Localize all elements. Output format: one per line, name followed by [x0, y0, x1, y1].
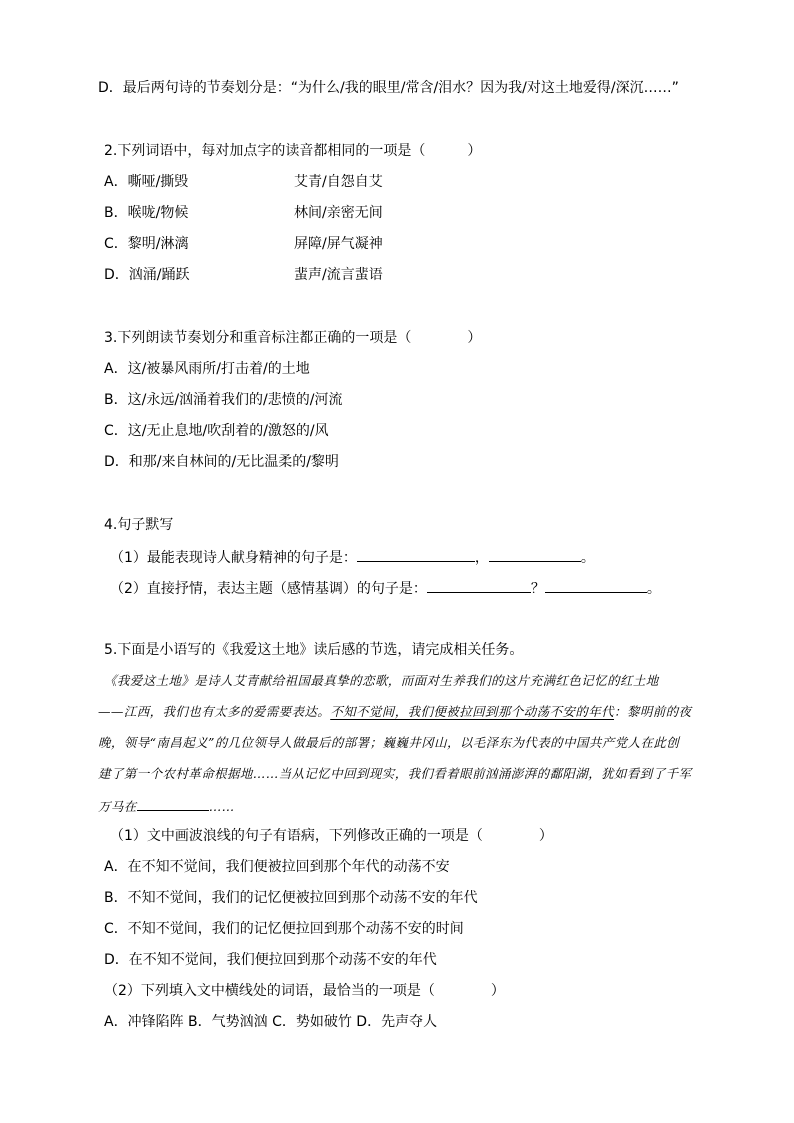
q5-passage-line-1: 《我爱这土地》是诗人艾青献给祖国最真挚的恋歌，而面对生养我们的这片充满红色记忆的红土地: [104, 673, 659, 688]
q4-item2-period: 。: [646, 581, 661, 597]
q5-stem: 5.下面是小语写的《我爱这土地》读后感的节选，请完成相关任务。: [104, 642, 524, 658]
q4-item2-blank-2[interactable]: [545, 578, 647, 593]
q1-option-d: D．最后两句诗的节奏划分是：“为什么/我的眼里/常含/泪水？因为我/对这土地爱得/深沉……”: [98, 80, 679, 96]
q5-passage-l2-c: ：黎明前的夜: [614, 704, 692, 719]
q5-passage-l2-a: ——江西，我们也有太多的爱需要表达。: [98, 704, 331, 719]
q4-item2-prefix: （2）直接抒情，表达主题（感情基调）的句子是：: [110, 581, 427, 597]
q5-passage-line-2: [98, 703, 691, 721]
q2-option-a-right: 艾青/自怨自艾: [294, 174, 383, 190]
q5-sub2-options: A．冲锋陷阵 B．气势汹汹 C．势如破竹 D．先声夺人: [104, 1014, 438, 1030]
q2-option-a-left: A．嘶哑/撕毁: [104, 174, 189, 190]
q5-sub2-stem: （2）下列填入文中横线处的词语，最恰当的一项是（ ）: [104, 983, 505, 999]
q2-option-d-left: D．汹涌/踊跃: [104, 267, 190, 283]
q5-sub1-option-c: C．不知不觉间，我们的记忆便拉回到那个动荡不安的时间: [104, 921, 464, 937]
q4-item1-blank-2[interactable]: [489, 547, 581, 562]
q4-item1-blank-1[interactable]: [357, 547, 475, 562]
q4-item-2: [110, 578, 661, 598]
q3-option-d: D．和那/来自林间的/无比温柔的/黎明: [104, 454, 339, 470]
q5-sub1-option-d: D．在不知不觉间，我们便拉回到那个动荡不安的年代: [104, 952, 437, 968]
q2-option-b-left: B．喉咙/物候: [104, 205, 189, 221]
q2-option-c-right: 屏障/屏气凝神: [294, 236, 383, 252]
q5-passage-line-3: 晚，领导“南昌起义”的几位领导人做最后的部署；巍巍井冈山，以毛泽东为代表的中国共产党人在此创: [98, 735, 680, 750]
q4-item1-period: 。: [580, 550, 595, 566]
q5-passage-l5-b: ……: [208, 799, 235, 814]
q5-sub1-stem: （1）文中画波浪线的句子有语病，下列修改正确的一项是（ ）: [110, 828, 553, 844]
q4-item1-prefix: （1）最能表现诗人献身精神的句子是：: [110, 550, 357, 566]
q2-stem: 2.下列词语中，每对加点字的读音都相同的一项是（ ）: [104, 143, 482, 159]
q3-option-b: B．这/永远/汹涌着我们的/悲愤的/河流: [104, 392, 343, 408]
q4-item-1: [110, 547, 595, 567]
q5-passage-l5-a: 万马在: [98, 799, 137, 814]
q2-option-c-left: C．黎明/淋漓: [104, 236, 189, 252]
q5-passage-line-4: 建了第一个农村革命根据地……当从记忆中回到现实，我们看着眼前汹涌澎湃的鄱阳湖，犹如看到了千军: [98, 766, 692, 781]
q5-passage-line-5: [98, 796, 235, 816]
q5-passage-blank[interactable]: [137, 796, 209, 811]
q3-stem: 3.下列朗读节奏划分和重音标注都正确的一项是（ ）: [104, 330, 482, 346]
q5-sub1-option-a: A．在不知不觉间，我们便被拉回到那个年代的动荡不安: [104, 859, 450, 875]
q2-option-d-right: 蜚声/流言蜚语: [294, 267, 383, 283]
q4-stem: 4.句子默写: [104, 517, 174, 533]
q3-option-c: C．这/无止息地/吹刮着的/激怒的/风: [104, 423, 329, 439]
q2-option-b-right: 林间/亲密无间: [294, 205, 383, 221]
q3-option-a: A．这/被暴风雨所/打击着/的土地: [104, 361, 310, 377]
q4-item2-blank-1[interactable]: [427, 578, 531, 593]
q4-item1-comma: ，: [474, 550, 489, 566]
q5-sub1-option-b: B．不知不觉间，我们的记忆便被拉回到那个动荡不安的年代: [104, 890, 478, 906]
q5-wavy-sentence: 不知不觉间，我们便被拉回到那个动荡不安的年代: [330, 704, 615, 719]
q4-item2-question: ？: [530, 581, 545, 597]
